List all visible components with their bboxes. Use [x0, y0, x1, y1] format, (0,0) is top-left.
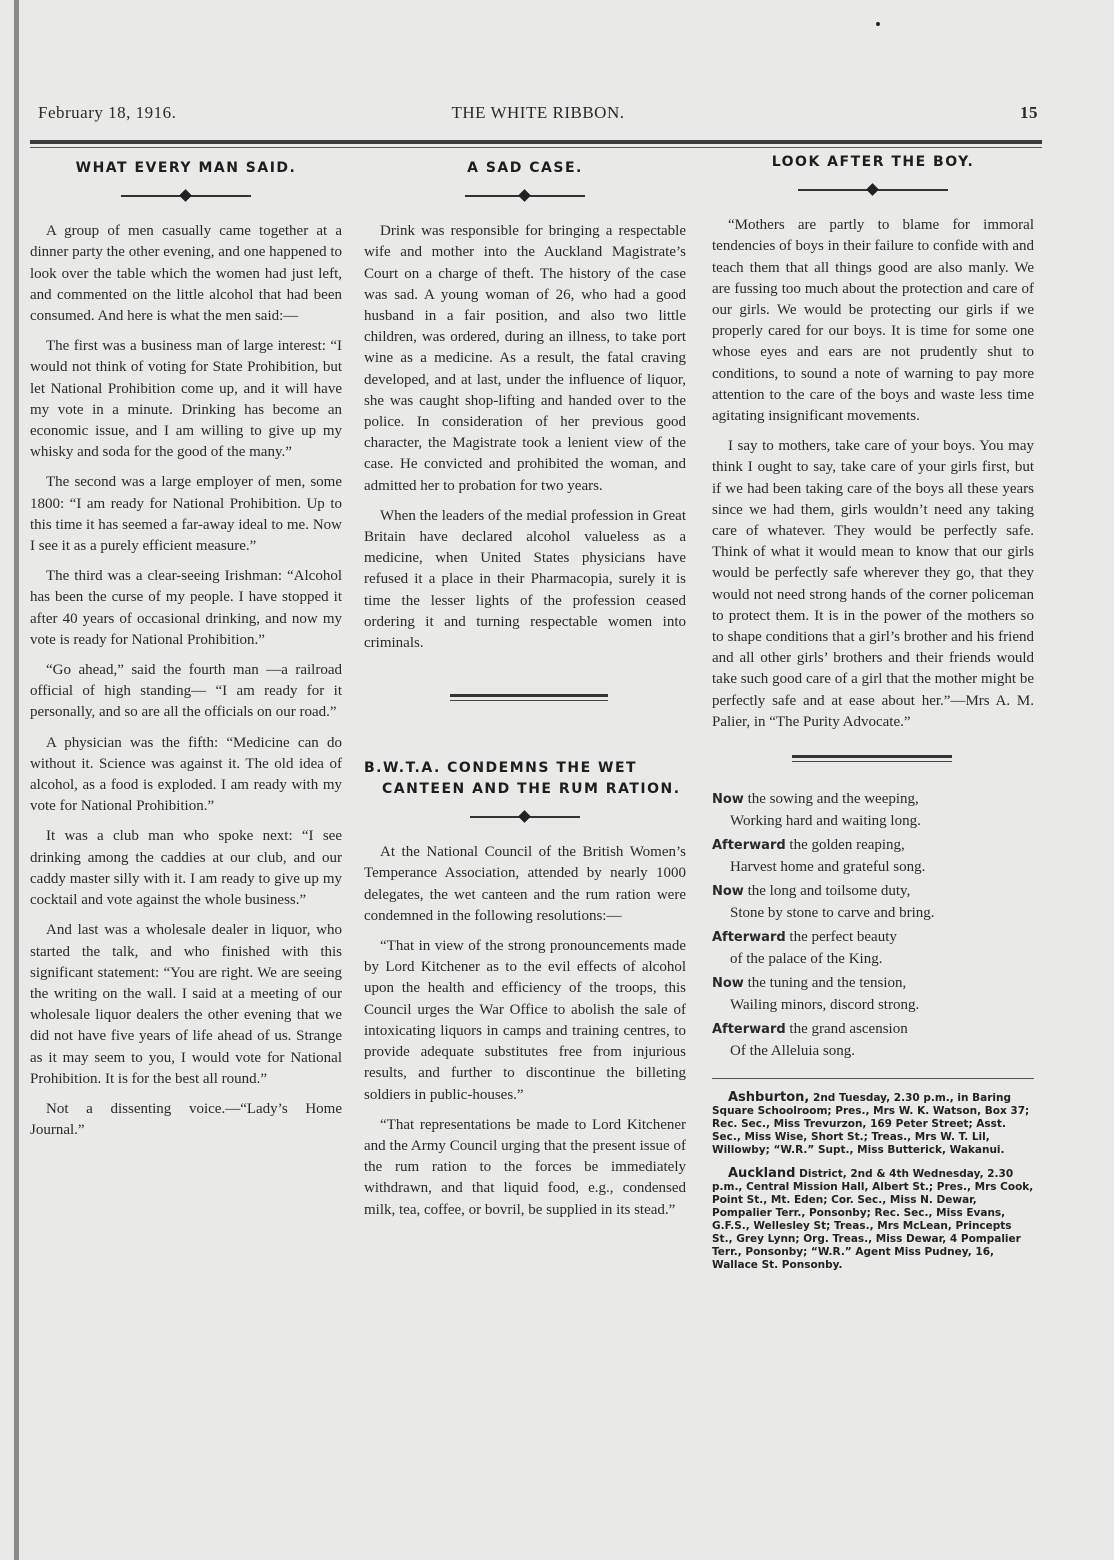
article-heading: A SAD CASE.	[467, 160, 583, 176]
poem-keyword: Now	[712, 976, 744, 992]
poem-line: the tuning and the tension,	[743, 975, 907, 992]
header-title: THE WHITE RIBBON.	[451, 103, 625, 122]
header-rule-thin	[30, 147, 1042, 148]
poem-stanza	[712, 973, 1034, 1016]
page-binding-edge	[14, 0, 19, 1560]
print-speck	[876, 22, 880, 26]
column-look-after-the-boy	[712, 152, 1034, 1282]
section-divider	[792, 755, 952, 767]
poem-stanza	[712, 835, 1034, 878]
branch-entry	[712, 1167, 1034, 1272]
article-paragraph: A group of men casually came together at a dinner party the other evening, and one happened to look over the table which the women had just left, and commented on the little alcohol that had been consumed. And here is what the men said:—	[30, 223, 342, 325]
poem-stanza	[712, 927, 1034, 970]
article-paragraph: “Mothers are partly to blame for immoral tendencies of boys in their failure to confide with and teach them that all things good are also manly. We are fussing too much about the protection and care of our girls. We would be protecting our girls if we properly cared for our boys. It is time for some one whose eyes and ears are not prudently shut to conditions, to sound a note of warning to pay more attention to the care of the boys and waste less time agitating insignificant movements.	[712, 217, 1034, 425]
article-paragraph: The third was a clear-seeing Irishman: “Alcohol has been the curse of my people. I have stopped it after 40 years of occasional drinking, and now my vote is ready for National Prohibition.”	[30, 568, 342, 648]
page-number: 15	[1020, 103, 1038, 122]
article-paragraph: “Go ahead,” said the fourth man —a railroad official of high standing— “I am ready for it personally, and so are all the officials on our road.”	[30, 662, 342, 721]
article-heading: WHAT EVERY MAN SAID.	[75, 160, 297, 176]
article-paragraph: “That in view of the strong pronouncements made by Lord Kitchener as to the evil effects of alcohol upon the health and efficiency of the troops, this Council urges the War Office to abolish the sale of intoxicating liquors in camps and training centres, to provide adequate substitutes free from injurious results, and further to discontinue the billeting soldiers in public-houses.”	[364, 938, 686, 1103]
poem-keyword: Afterward	[712, 838, 786, 854]
branch-details: District, 2nd & 4th Wednesday, 2.30 p.m., Central Mission Hall, Albert St.; Pres., Mrs Cook, Point St., Mt. Eden; Cor. Sec., Miss N. Dewar, Pompalier Terr., Ponsonby; Rec. Sec., Miss Evans, G.F.S., Wellesley St; Treas., Mrs McLean, Princepts St., Grey Lynn; Org. Treas., Miss Dewar, 4 Pompalier Terr., Ponsonby; “W.R.” Agent Miss Pudney, 16, Wallace St. Ponsonby.	[712, 1168, 1034, 1272]
header-rule	[30, 140, 1042, 144]
section-divider	[450, 694, 608, 706]
article-paragraph: The second was a large employer of men, some 1800: “I am ready for National Prohibition. Up to this time it has seemed a far-away ideal to me. Now I see it as a purely efficient measure.”	[30, 474, 342, 555]
poem	[712, 789, 1034, 1062]
branch-name: Ashburton,	[728, 1090, 810, 1106]
poem-line: Harvest home and grateful song.	[730, 858, 926, 875]
poem-line: the sowing and the weeping,	[743, 791, 919, 808]
poem-keyword: Afterward	[712, 1022, 786, 1038]
branch-directory	[712, 1091, 1034, 1272]
article-paragraph: The first was a business man of large interest: “I would not think of voting for State Prohibition, but let National Prohibition come up, and it will have my vote in a minute. Drinking has become an economic issue, and I am willing to give up my whisky and soda for the good of the many.”	[30, 338, 342, 461]
article-paragraph: It was a club man who spoke next: “I see drinking among the caddies at our club, and our caddy master silly with it. I am ready to give up my cocktail and vote against the whole business.”	[30, 828, 342, 909]
poem-line: Stone by stone to carve and bring.	[730, 904, 935, 921]
poem-line: of the palace of the King.	[730, 950, 883, 967]
article-paragraph: I say to mothers, take care of your boys. You may think I ought to say, take care of your girls first, but if we had been taking care of the boys all these years since we had them, girls wouldn’t need any taking care of whatever. They would be perfectly safe. Think of what it would mean to know that our girls would be perfectly safe wherever they go, that they would not need strong hands of the corner policeman to protect them. It is in the power of the mothers so to shape conditions that a girl’s brother and his friend and all other girls’ brothers and their friends would take such good care of a girl that the mother might be perfectly safe and at ease about her.”—Mrs A. M. Palier, in “The Purity Advocate.”	[712, 438, 1034, 730]
article-paragraph: Not a dissenting voice.—“Lady’s Home Journal.”	[30, 1100, 342, 1139]
poem-line: the golden reaping,	[785, 837, 905, 854]
poem-line: the perfect beauty	[785, 929, 897, 946]
poem-line: Working hard and waiting long.	[730, 812, 921, 829]
diamond-rule	[798, 183, 948, 197]
diamond-rule	[121, 189, 251, 203]
column-sad-case	[364, 158, 686, 1230]
diamond-rule	[470, 810, 580, 824]
poem-stanza	[712, 789, 1034, 832]
poem-keyword: Afterward	[712, 930, 786, 946]
diamond-rule	[465, 189, 585, 203]
poem-stanza	[712, 1019, 1034, 1062]
article-paragraph: And last was a wholesale dealer in liquor, who started the talk, and who finished with this significant statement: “You are right. We are seeing the writing on the wall. I said at a meeting of our wholesale liquor dealers the other evening that we did not have five years of life ahead of us. Strange as it may seem to you, I would vote for National Prohibition. It is for the best all round.”	[30, 922, 342, 1087]
poem-stanza	[712, 881, 1034, 924]
poem-line: Wailing minors, discord strong.	[730, 996, 920, 1013]
branch-name: Auckland	[728, 1166, 796, 1182]
article-paragraph: At the National Council of the British Women’s Temperance Association, attended by nearly 1000 delegates, the wet canteen and the rum ration were condemned in the following resolutions:—	[364, 844, 686, 924]
page-header	[38, 103, 1038, 129]
poem-line: Of the Alleluia song.	[730, 1042, 855, 1059]
article-heading: B.W.T.A. CONDEMNS THE WET CANTEEN AND THE RUM RATION.	[364, 760, 681, 798]
poem-line: the grand ascension	[785, 1021, 908, 1038]
article-paragraph: When the leaders of the medial profession in Great Britain have declared alcohol valueless as a medicine, when United States physicians have refused it a place in their Pharmacopia, surely it is time the lesser lights of the profession ceased ordering it and turning respectable women into criminals.	[364, 507, 686, 652]
article-paragraph: Drink was responsible for bringing a respectable wife and mother into the Auckland Magistrate’s Court on a charge of theft. The history of the case was sad. A young woman of 26, who had a good husband in a fair position, and also two little children, was ordered, during an illness, to take port wine as a medicine. As a result, the fatal craving developed, and at last, under the influence of liquor, she was caught shop-lifting and handed over to the police. In consideration of her previous good character, the Magistrate took a lenient view of the case. He convicted and prohibited the woman, and admitted her to probation for two years.	[364, 223, 686, 494]
header-date: February 18, 1916.	[38, 103, 177, 122]
article-paragraph: “That representations be made to Lord Kitchener and the Army Council urging that the present issue of the rum ration to the forces be immediately withdrawn, and that liquid food, e.g., condensed milk, tea, coffee, or bovril, be supplied in its stead.”	[364, 1116, 686, 1218]
branch-entry	[712, 1091, 1034, 1157]
article-heading: LOOK AFTER THE BOY.	[771, 154, 975, 170]
branch-details: 2nd Tuesday, 2.30 p.m., in Baring Square Schoolroom; Pres., Mrs W. K. Watson, Box 37; Rec. Sec., Miss Trevurzon, 169 Peter Street; Asst. Sec., Miss Wise, Short St.; Treas., Mrs W. T. Lil, Willowby; “W.R.” Supt., Miss Butterick, Wakanui.	[712, 1092, 1030, 1157]
poem-line: the long and toilsome duty,	[743, 883, 911, 900]
poem-keyword: Now	[712, 792, 744, 808]
column-what-every-man-said	[30, 158, 342, 1150]
branch-rule	[712, 1078, 1034, 1079]
article-paragraph: A physician was the fifth: “Medicine can do without it. Science was against it. The old idea of alcohol, as a food is exploded. I am ready with my vote for National Prohibition.”	[30, 734, 342, 815]
poem-keyword: Now	[712, 884, 744, 900]
